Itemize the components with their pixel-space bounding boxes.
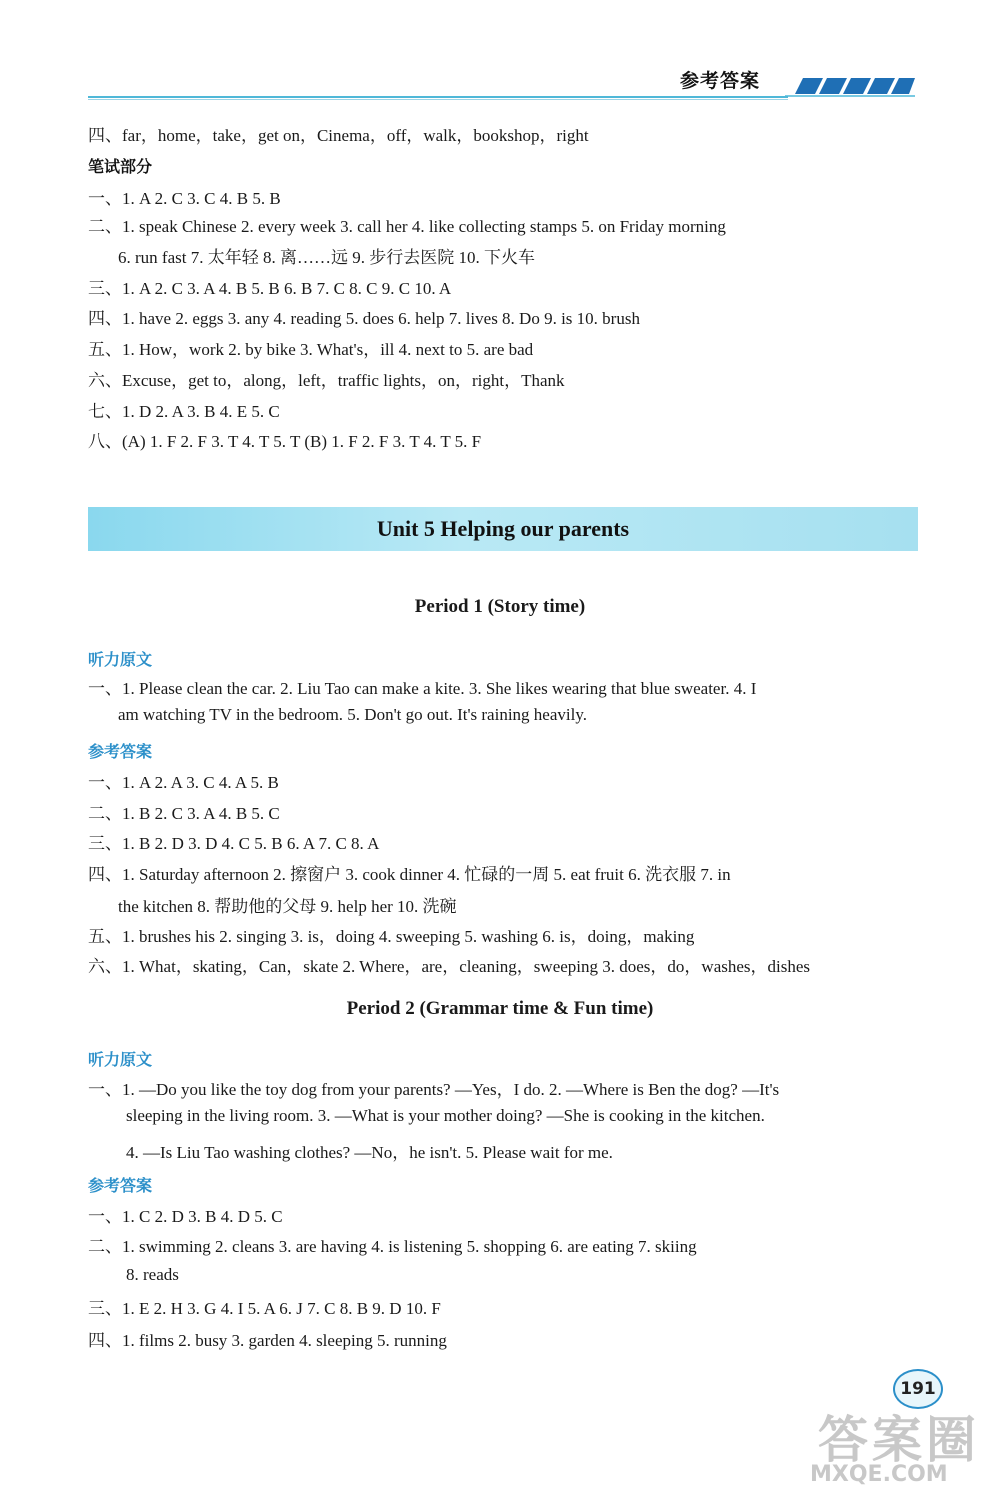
section-label-listening: 听力原文 [88,1050,153,1069]
answer-line: 五、1. How，work 2. by bike 3. What's，ill 4. next to 5. are bad [88,340,534,359]
answer-line: 一、1. A 2. A 3. C 4. A 5. B [88,773,279,792]
answer-line: 二、1. swimming 2. cleans 3. are having 4. is listening 5. shopping 6. are eating 7. skiing [88,1237,697,1256]
listening-line: sleeping in the living room. 3. —What is your mother doing? —She is cooking in the kitchen. [126,1106,765,1125]
listening-line: am watching TV in the bedroom. 5. Don't go out. It's raining heavily. [118,705,587,724]
answer-line: 四、1. films 2. busy 3. garden 4. sleeping 5. running [88,1331,447,1350]
header-rule-thin [88,99,788,100]
answer-line: the kitchen 8. 帮助他的父母 9. help her 10. 洗碗 [118,897,457,916]
watermark-logo [800,1400,995,1495]
section-label-written: 笔试部分 [88,157,153,176]
answer-line: 三、1. B 2. D 3. D 4. C 5. B 6. A 7. C 8. A [88,834,380,853]
answer-line: 二、1. speak Chinese 2. every week 3. call her 4. like collecting stamps 5. on Friday morning [88,217,726,236]
period-1-title: Period 1 (Story time) [414,596,586,617]
answer-line: 6. run fast 7. 太年轻 8. 离……远 9. 步行去医院 10. 下火车 [118,248,535,267]
answer-line: 六、Excuse，get to，along，left，traffic lights，on，right，Thank [88,371,565,390]
answer-line: 一、1. A 2. C 3. C 4. B 5. B [88,189,281,208]
answer-line: 八、(A) 1. F 2. F 3. T 4. T 5. T (B) 1. F 2. F 3. T 4. T 5. F [88,432,482,451]
answer-line: 四、1. Saturday afternoon 2. 擦窗户 3. cook dinner 4. 忙碌的一周 5. eat fruit 6. 洗衣服 7. in [88,865,731,884]
answer-line: 七、1. D 2. A 3. B 4. E 5. C [88,402,280,421]
header-rule [88,96,788,98]
answer-line: 一、1. C 2. D 3. B 4. D 5. C [88,1207,283,1226]
listening-line: 一、1. —Do you like the toy dog from your parents? —Yes，I do. 2. —Where is Ben the dog? —It's [88,1080,780,1099]
unit-title: Unit 5 Helping our parents [376,516,630,541]
answer-line: 三、1. E 2. H 3. G 4. I 5. A 6. J 7. C 8. B 9. D 10. F [88,1299,441,1318]
answer-line: 四、1. have 2. eggs 3. any 4. reading 5. does 6. help 7. lives 8. Do 9. is 10. brush [88,309,640,328]
answer-line: 六、1. What，skating，Can，skate 2. Where，are，cleaning，sweeping 3. does，do，washes，dishes [88,957,811,976]
page-number: 191 [893,1369,943,1409]
answer-line: 三、1. A 2. C 3. A 4. B 5. B 6. B 7. C 8. C 9. C 10. A [88,279,452,298]
answer-line: 四、far，home，take，get on，Cinema，off，walk，bookshop，right [88,126,589,145]
header-stripes-decoration [785,74,915,98]
section-label-listening: 听力原文 [88,650,153,669]
answer-line: 8. reads [126,1265,179,1284]
listening-line: 4. —Is Liu Tao washing clothes? —No，he isn't. 5. Please wait for me. [126,1143,613,1162]
section-label-answers: 参考答案 [88,1176,153,1195]
watermark-text: 答案圈 [818,1411,980,1469]
watermark-url: MXQE.COM [810,1462,948,1487]
header-title: 参考答案 [680,70,761,92]
listening-line: 一、1. Please clean the car. 2. Liu Tao can make a kite. 3. She likes wearing that blue sweater. 4. I [88,679,757,698]
answer-line: 五、1. brushes his 2. singing 3. is，doing 4. sweeping 5. washing 6. is，doing，making [88,927,695,946]
answer-line: 二、1. B 2. C 3. A 4. B 5. C [88,804,280,823]
period-2-title: Period 2 (Grammar time & Fun time) [346,998,654,1019]
section-label-answers: 参考答案 [88,742,153,761]
